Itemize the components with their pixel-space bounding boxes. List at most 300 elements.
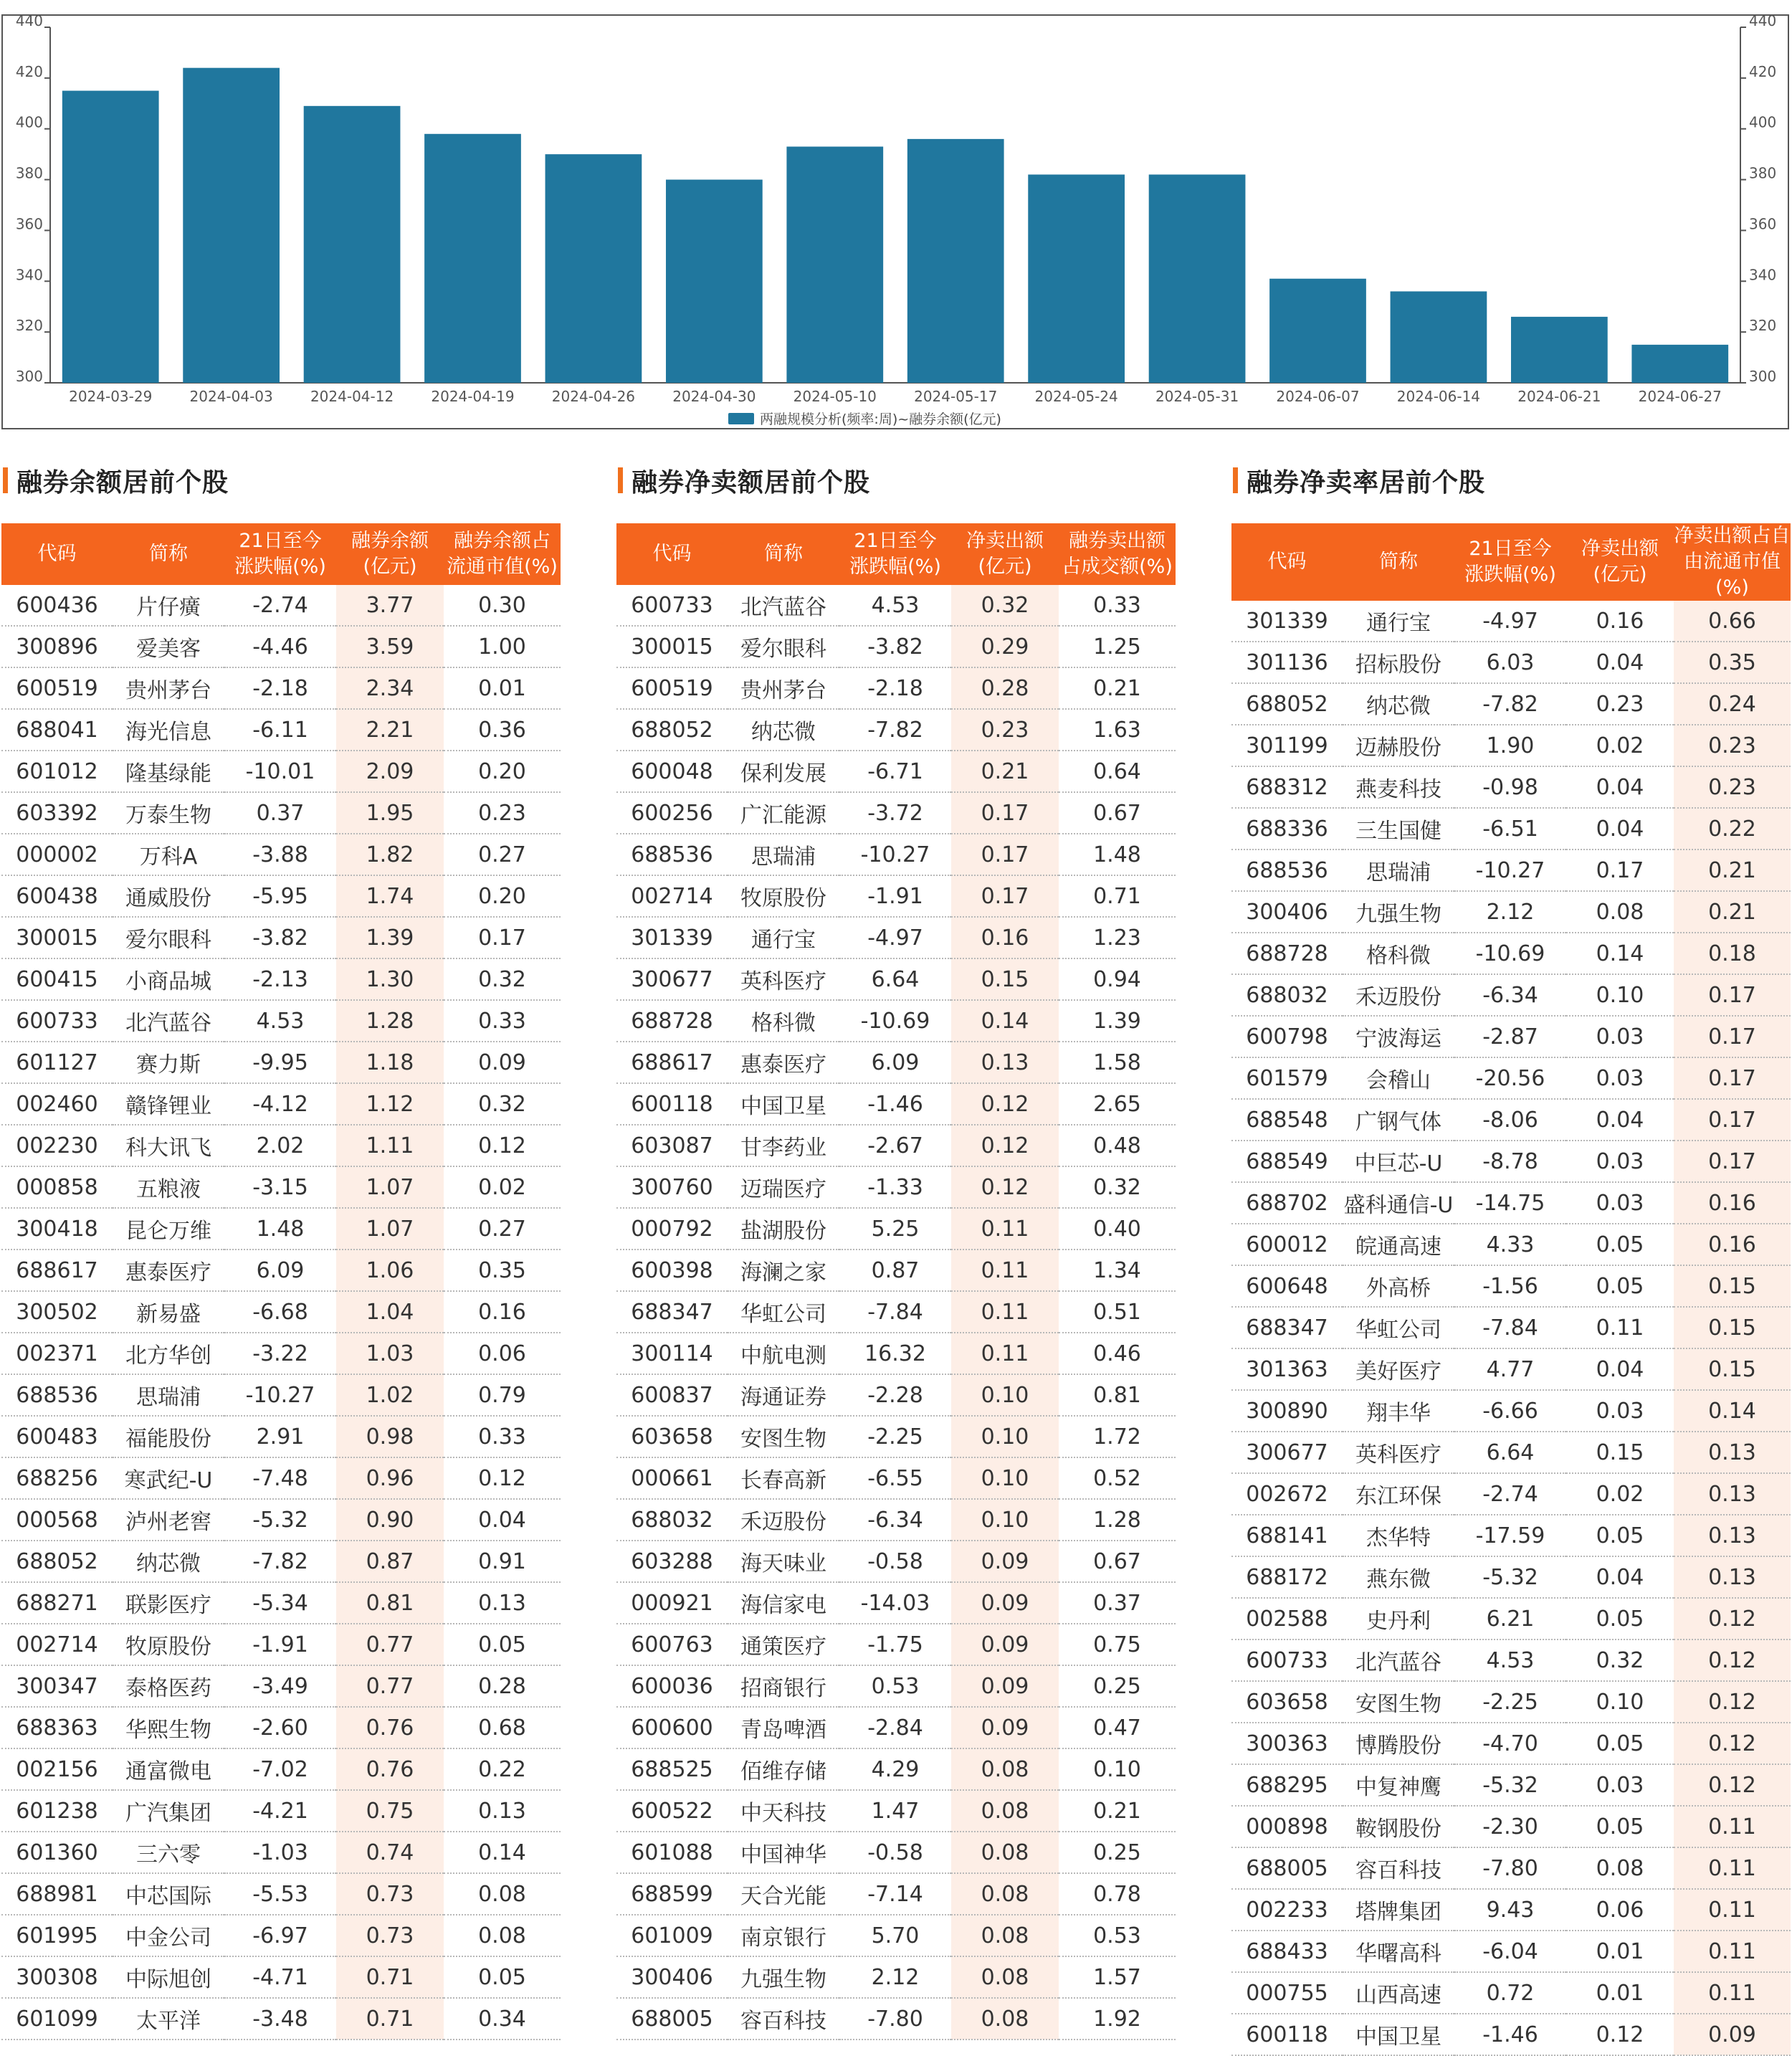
balance-bar-chart <box>3 16 1788 428</box>
table-cell: 安图生物 <box>1343 1681 1454 1723</box>
table-cell: 中金公司 <box>113 1915 224 1956</box>
table-cell: 688032 <box>616 1499 728 1541</box>
table-cell: 300760 <box>616 1166 728 1208</box>
table-row <box>616 1790 1176 1832</box>
y-tick-label-left: 320 <box>15 317 43 335</box>
table-cell: 海光信息 <box>113 709 224 751</box>
table-cell: 600733 <box>1 1000 113 1042</box>
table-cell: 英科医疗 <box>1343 1432 1454 1473</box>
table-cell: 0.15 <box>1674 1348 1791 1390</box>
table-cell: 0.22 <box>444 1748 561 1790</box>
table-cell: 0.46 <box>1059 1333 1176 1374</box>
table-row <box>616 1956 1176 1998</box>
x-tick-label: 2024-04-12 <box>310 388 394 405</box>
table-cell: 纳芯微 <box>728 709 839 751</box>
table-cell: 0.27 <box>444 834 561 875</box>
y-tick-label-left: 380 <box>15 164 43 182</box>
table-cell: 600519 <box>1 667 113 709</box>
table-cell: 0.05 <box>1566 1806 1674 1847</box>
column-header-line: 涨跌幅(%) <box>1464 563 1556 586</box>
table-cell: 0.05 <box>1566 1265 1674 1307</box>
table-row <box>1 1374 561 1416</box>
table-cell: 301363 <box>1231 1348 1343 1390</box>
table-cell: 688312 <box>1231 766 1343 808</box>
table-cell: 0.05 <box>1566 1598 1674 1639</box>
table-cell: 片仔癀 <box>113 585 224 626</box>
table-row <box>1231 683 1791 725</box>
table-header-row <box>1231 523 1791 601</box>
table-cell: 爱美客 <box>113 626 224 667</box>
table-cell: 603392 <box>1 792 113 834</box>
table-row <box>616 1832 1176 1873</box>
table-cell: 0.15 <box>1674 1265 1791 1307</box>
table-cell: 中巨芯-U <box>1343 1141 1454 1182</box>
table-cell: 0.23 <box>951 709 1059 751</box>
table-cell: -5.53 <box>224 1873 336 1915</box>
table-cell: 0.13 <box>1674 1473 1791 1515</box>
table-cell: 0.08 <box>951 1998 1059 2040</box>
table-cell: 联影医疗 <box>113 1582 224 1624</box>
table-cell: 0.91 <box>444 1541 561 1582</box>
table-cell: 惠泰医疗 <box>113 1250 224 1291</box>
table-cell: 1.30 <box>336 958 444 1000</box>
table-cell: -10.27 <box>224 1374 336 1416</box>
table-cell: -2.84 <box>839 1707 951 1748</box>
table-cell: -2.25 <box>1454 1681 1566 1723</box>
table-cell: 太平洋 <box>113 1998 224 2040</box>
table-cell: 0.77 <box>336 1624 444 1665</box>
table-cell: 002460 <box>1 1083 113 1125</box>
table-cell: -6.71 <box>839 751 951 792</box>
table-cell: 爱尔眼科 <box>728 626 839 667</box>
table-cell: 1.48 <box>1059 834 1176 875</box>
bar <box>545 154 642 383</box>
table-cell: 0.10 <box>951 1416 1059 1457</box>
y-tick-label-left: 400 <box>15 113 43 131</box>
table-cell: 0.33 <box>1059 585 1176 626</box>
table-cell: 0.09 <box>444 1042 561 1083</box>
column-header <box>1059 523 1176 585</box>
x-tick-label: 2024-05-24 <box>1034 388 1118 405</box>
table-cell: 301339 <box>616 917 728 958</box>
table-cell: -2.13 <box>224 958 336 1000</box>
table-cell: 0.98 <box>336 1416 444 1457</box>
table-cell: 0.79 <box>444 1374 561 1416</box>
table-cell: 688347 <box>616 1291 728 1333</box>
column-header-line: (亿元) <box>978 556 1032 578</box>
bar <box>1149 174 1246 383</box>
table-cell: 0.16 <box>951 917 1059 958</box>
table-cell: -2.67 <box>839 1125 951 1166</box>
table-cell: 格科微 <box>1343 933 1454 974</box>
table-cell: 688525 <box>616 1748 728 1790</box>
table-cell: 1.39 <box>1059 1000 1176 1042</box>
table-cell: 0.75 <box>1059 1624 1176 1665</box>
table-cell: 1.63 <box>1059 709 1176 751</box>
table-cell: 0.12 <box>951 1125 1059 1166</box>
table-cell: -7.82 <box>1454 683 1566 725</box>
table-row <box>1231 2014 1791 2055</box>
table-cell: 603288 <box>616 1541 728 1582</box>
table-cell: 0.08 <box>951 1748 1059 1790</box>
table-cell: 1.00 <box>444 626 561 667</box>
table-cell: 五粮液 <box>113 1166 224 1208</box>
column-header <box>616 523 728 585</box>
table-cell: 0.47 <box>1059 1707 1176 1748</box>
table-cell: 0.04 <box>1566 766 1674 808</box>
y-tick-label-right: 400 <box>1749 113 1777 131</box>
table-cell: 1.07 <box>336 1208 444 1250</box>
table-cell: -2.25 <box>839 1416 951 1457</box>
table-cell: -4.21 <box>224 1790 336 1832</box>
table-cell: 002714 <box>616 875 728 917</box>
table-cell: 安图生物 <box>728 1416 839 1457</box>
table-cell: 601127 <box>1 1042 113 1083</box>
table-cell: 万泰生物 <box>113 792 224 834</box>
table-row <box>1 1873 561 1915</box>
table-cell: -7.02 <box>224 1748 336 1790</box>
table-row <box>1 1042 561 1083</box>
table-cell: -10.27 <box>1454 849 1566 891</box>
table-cell: 0.03 <box>1566 1141 1674 1182</box>
table-cell: 中天科技 <box>728 1790 839 1832</box>
table-cell: 万科A <box>113 834 224 875</box>
table-cell: -6.55 <box>839 1457 951 1499</box>
table-cell: -3.48 <box>224 1998 336 2040</box>
table-cell: 0.53 <box>1059 1915 1176 1956</box>
table-cell: 会稽山 <box>1343 1057 1454 1099</box>
column-header <box>224 523 336 585</box>
table-cell: 华熙生物 <box>113 1707 224 1748</box>
table-cell: 2.12 <box>839 1956 951 1998</box>
table-row <box>616 1541 1176 1582</box>
table-cell: 牧原股份 <box>113 1624 224 1665</box>
table-cell: 爱尔眼科 <box>113 917 224 958</box>
table-cell: 中国卫星 <box>728 1083 839 1125</box>
table-cell: 0.08 <box>951 1832 1059 1873</box>
table-cell: -2.87 <box>1454 1016 1566 1057</box>
x-tick-label: 2024-04-19 <box>431 388 515 405</box>
table-cell: 688256 <box>1 1457 113 1499</box>
table-cell: 600036 <box>616 1665 728 1707</box>
table-cell: 0.10 <box>951 1457 1059 1499</box>
table-cell: 300502 <box>1 1291 113 1333</box>
column-header-line: 融券余额占 <box>454 530 551 552</box>
table-cell: 000792 <box>616 1208 728 1250</box>
table-cell: -14.03 <box>839 1582 951 1624</box>
table-cell: 0.06 <box>444 1333 561 1374</box>
table-cell: -10.27 <box>839 834 951 875</box>
table-row <box>616 751 1176 792</box>
table-row <box>1231 1016 1791 1057</box>
table-cell: 0.01 <box>1566 1972 1674 2014</box>
table-cell: 002714 <box>1 1624 113 1665</box>
table-cell: -0.98 <box>1454 766 1566 808</box>
table-cell: 601088 <box>616 1832 728 1873</box>
table-cell: 688052 <box>1 1541 113 1582</box>
table-cell: 5.70 <box>839 1915 951 1956</box>
table-cell: -17.59 <box>1454 1515 1566 1556</box>
section-title-text: 融券净卖额居前个股 <box>632 467 871 498</box>
table-row <box>1231 642 1791 683</box>
table-row <box>1 1208 561 1250</box>
table-cell: 0.81 <box>336 1582 444 1624</box>
table-row <box>1231 766 1791 808</box>
table-cell: -1.56 <box>1454 1265 1566 1307</box>
table-cell: 0.17 <box>951 834 1059 875</box>
table-cell: 思瑞浦 <box>113 1374 224 1416</box>
table-cell: 0.68 <box>444 1707 561 1748</box>
table-row <box>1231 1515 1791 1556</box>
table-row <box>1 585 561 626</box>
table-cell: 600256 <box>616 792 728 834</box>
table-row <box>616 1624 1176 1665</box>
table-cell: 0.04 <box>1566 1348 1674 1390</box>
table-cell: 中国神华 <box>728 1832 839 1873</box>
table-cell: 1.12 <box>336 1083 444 1125</box>
table-cell: 688549 <box>1231 1141 1343 1182</box>
table-cell: 南京银行 <box>728 1915 839 1956</box>
table-cell: 688981 <box>1 1873 113 1915</box>
table-cell: 2.09 <box>336 751 444 792</box>
table-cell: -3.82 <box>839 626 951 667</box>
table-cell: 0.32 <box>951 585 1059 626</box>
table-cell: 600398 <box>616 1250 728 1291</box>
table-row <box>1 1291 561 1333</box>
table-cell: 1.23 <box>1059 917 1176 958</box>
table-cell: 0.35 <box>1674 642 1791 683</box>
table-cell: 1.90 <box>1454 725 1566 766</box>
table-cell: 0.15 <box>951 958 1059 1000</box>
table-cell: 华虹公司 <box>1343 1307 1454 1348</box>
table-cell: 0.04 <box>1566 808 1674 849</box>
table-cell: 0.11 <box>1674 1806 1791 1847</box>
table-cell: 300015 <box>616 626 728 667</box>
table-row <box>616 1250 1176 1291</box>
table-cell: 赣锋锂业 <box>113 1083 224 1125</box>
table-cell: 0.32 <box>444 1083 561 1125</box>
table-cell: 301339 <box>1231 601 1343 642</box>
table-cell: -10.69 <box>839 1000 951 1042</box>
table-cell: 0.10 <box>1059 1748 1176 1790</box>
x-tick-label: 2024-05-17 <box>914 388 998 405</box>
table-cell: 002233 <box>1231 1889 1343 1931</box>
table-cell: 保利发展 <box>728 751 839 792</box>
table-cell: 东江环保 <box>1343 1473 1454 1515</box>
table-cell: 招商银行 <box>728 1665 839 1707</box>
table-cell: 美好医疗 <box>1343 1348 1454 1390</box>
table-cell: -7.84 <box>839 1291 951 1333</box>
table-cell: 688005 <box>1231 1847 1343 1889</box>
table-cell: -3.88 <box>224 834 336 875</box>
table-cell: -20.56 <box>1454 1057 1566 1099</box>
table-cell: 0.11 <box>1674 1972 1791 2014</box>
table-row <box>1231 974 1791 1016</box>
table-cell: 0.29 <box>951 626 1059 667</box>
table-cell: 0.66 <box>1674 601 1791 642</box>
table-cell: -3.49 <box>224 1665 336 1707</box>
table-cell: 600012 <box>1231 1224 1343 1265</box>
table-cell: 0.09 <box>951 1624 1059 1665</box>
table-cell: -6.04 <box>1454 1931 1566 1972</box>
table-cell: 0.08 <box>1566 891 1674 933</box>
table-cell: 0.13 <box>1674 1515 1791 1556</box>
table-cell: 0.13 <box>1674 1432 1791 1473</box>
table-cell: 北汽蓝谷 <box>728 585 839 626</box>
table-cell: -7.80 <box>1454 1847 1566 1889</box>
title-accent-bar <box>618 467 623 493</box>
table-cell: 泰格医药 <box>113 1665 224 1707</box>
table-cell: 惠泰医疗 <box>728 1042 839 1083</box>
y-tick-label-right: 420 <box>1749 62 1777 80</box>
table-cell: 0.48 <box>1059 1125 1176 1166</box>
table-cell: -6.11 <box>224 709 336 751</box>
table-row <box>1231 601 1791 642</box>
table-cell: 0.08 <box>951 1790 1059 1832</box>
table-cell: 16.32 <box>839 1333 951 1374</box>
table-cell: 688032 <box>1231 974 1343 1016</box>
table-row <box>1 1956 561 1998</box>
table-cell: 002156 <box>1 1748 113 1790</box>
x-tick-label: 2024-05-10 <box>793 388 877 405</box>
section-title-text: 融券净卖率居前个股 <box>1247 467 1486 498</box>
column-header-line: 净卖出额 <box>1581 538 1659 560</box>
table-cell: -1.03 <box>224 1832 336 1873</box>
y-tick-label-left: 440 <box>15 16 43 29</box>
table-cell: 1.82 <box>336 834 444 875</box>
table-cell: 0.12 <box>1674 1764 1791 1806</box>
table-cell: 000898 <box>1231 1806 1343 1847</box>
table-cell: 0.08 <box>444 1915 561 1956</box>
bar <box>1391 291 1487 383</box>
table-cell: 688052 <box>616 709 728 751</box>
table-cell: -4.12 <box>224 1083 336 1125</box>
table-row <box>1 958 561 1000</box>
table-cell: 688052 <box>1231 683 1343 725</box>
bar <box>907 139 1004 383</box>
bar <box>1511 317 1608 383</box>
column-header <box>1566 523 1674 601</box>
table-cell: 0.64 <box>1059 751 1176 792</box>
table-cell: 容百科技 <box>728 1998 839 2040</box>
table-cell: 0.20 <box>444 875 561 917</box>
table-cell: 300406 <box>616 1956 728 1998</box>
table-cell: 0.27 <box>444 1208 561 1250</box>
table-cell: 0.28 <box>444 1665 561 1707</box>
table-cell: -2.18 <box>224 667 336 709</box>
table-cell: -2.60 <box>224 1707 336 1748</box>
table-row <box>1231 1390 1791 1432</box>
x-tick-label: 2024-04-30 <box>672 388 756 405</box>
bar <box>62 91 159 383</box>
bar <box>183 68 280 383</box>
table-row <box>1231 1432 1791 1473</box>
table-cell: 外高桥 <box>1343 1265 1454 1307</box>
table-cell: 佰维存储 <box>728 1748 839 1790</box>
table-cell: 1.03 <box>336 1333 444 1374</box>
table-cell: 601012 <box>1 751 113 792</box>
column-header <box>1343 523 1454 601</box>
table-row <box>1 1125 561 1166</box>
table-cell: 青岛啤酒 <box>728 1707 839 1748</box>
table-cell: 603658 <box>1231 1681 1343 1723</box>
table-cell: 9.43 <box>1454 1889 1566 1931</box>
table-row <box>1231 725 1791 766</box>
table-row <box>1231 891 1791 933</box>
table-cell: 宁波海运 <box>1343 1016 1454 1057</box>
table-cell: 招标股份 <box>1343 642 1454 683</box>
table-cell: 通富微电 <box>113 1748 224 1790</box>
table-row <box>1231 849 1791 891</box>
table-cell: 九强生物 <box>728 1956 839 1998</box>
table-cell: 中际旭创 <box>113 1956 224 1998</box>
table-cell: 0.74 <box>336 1832 444 1873</box>
table-cell: 海天味业 <box>728 1541 839 1582</box>
table-cell: 昆仑万维 <box>113 1208 224 1250</box>
table-cell: 0.12 <box>1674 1598 1791 1639</box>
table-cell: -4.70 <box>1454 1723 1566 1764</box>
table-cell: -1.46 <box>1454 2014 1566 2055</box>
table-cell: 0.71 <box>1059 875 1176 917</box>
column-header-line: 简称 <box>1379 551 1418 573</box>
table-cell: 0.72 <box>1454 1972 1566 2014</box>
table-cell: 600519 <box>616 667 728 709</box>
table-cell: 1.04 <box>336 1291 444 1333</box>
table-cell: 0.06 <box>1566 1889 1674 1931</box>
table-row <box>1 792 561 834</box>
table-row <box>1231 1972 1791 2014</box>
table-cell: 0.17 <box>1566 849 1674 891</box>
table-cell: 1.48 <box>224 1208 336 1250</box>
table-cell: 1.74 <box>336 875 444 917</box>
table-cell: 688005 <box>616 1998 728 2040</box>
table-cell: 0.08 <box>444 1873 561 1915</box>
table-cell: 翔丰华 <box>1343 1390 1454 1432</box>
table-row <box>1 667 561 709</box>
table-cell: 北方华创 <box>113 1333 224 1374</box>
table-cell: -0.58 <box>839 1541 951 1582</box>
table-cell: 300896 <box>1 626 113 667</box>
table-row <box>1 1998 561 2040</box>
table-cell: 688617 <box>616 1042 728 1083</box>
table-cell: -3.82 <box>224 917 336 958</box>
table-cell: 300363 <box>1231 1723 1343 1764</box>
table-cell: 0.11 <box>951 1250 1059 1291</box>
table-cell: 0.28 <box>951 667 1059 709</box>
table-cell: 泸州老窖 <box>113 1499 224 1541</box>
table-cell: 纳芯微 <box>1343 683 1454 725</box>
table-cell: 3.77 <box>336 585 444 626</box>
table-cell: 海信家电 <box>728 1582 839 1624</box>
table-cell: 688363 <box>1 1707 113 1748</box>
table-row <box>616 1333 1176 1374</box>
table-cell: 0.03 <box>1566 1764 1674 1806</box>
table-row <box>616 1707 1176 1748</box>
table-row <box>1231 1723 1791 1764</box>
x-tick-label: 2024-04-26 <box>551 388 636 405</box>
section-title-net-short-sales <box>618 462 1176 498</box>
x-tick-label: 2024-06-14 <box>1396 388 1481 405</box>
table-cell: 1.28 <box>336 1000 444 1042</box>
table-cell: 0.05 <box>1566 1224 1674 1265</box>
table-cell: -7.82 <box>224 1541 336 1582</box>
table-row <box>1 1166 561 1208</box>
column-header-line: 涨跌幅(%) <box>234 556 326 578</box>
table-cell: 广钢气体 <box>1343 1099 1454 1141</box>
column-header-line: 简称 <box>149 543 188 565</box>
table-cell: 0.21 <box>1059 667 1176 709</box>
table-cell: 格科微 <box>728 1000 839 1042</box>
